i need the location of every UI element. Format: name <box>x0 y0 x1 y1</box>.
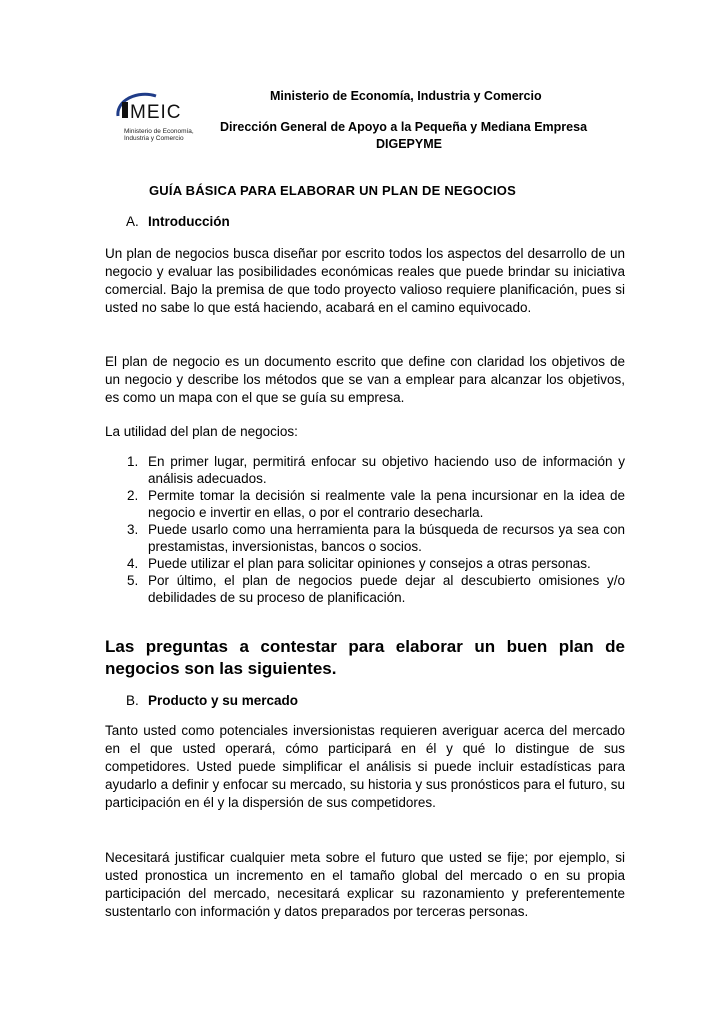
list-item <box>105 555 625 572</box>
paragraph-justification: Necesitará justificar cualquier meta sobre el futuro que usted se fije; por ejemplo, si usted pronostica un incremento en el tamaño global del mercado o en su propia participación del mercado, necesitará explicar su razonamiento y preferentemente sustentarlo con información y datos preparados por terceras personas. <box>105 850 625 919</box>
list-item <box>105 453 625 487</box>
paragraph-definition: El plan de negocio es un documento escrito que define con claridad los objetivos de un negocio y describe los métodos que se van a emplear para alcanzar los objetivos, es como un mapa con el que se guía su empresa. <box>105 354 625 405</box>
section-b-letter: B. <box>126 693 139 708</box>
list-item-text: Por último, el plan de negocios puede dejar al descubierto omisiones y/o debilidades de su proceso de planificación. <box>148 573 625 605</box>
paragraph-market: Tanto usted como potenciales inversionistas requieren averiguar acerca del mercado en el que usted operará, cómo participará en él y qué lo distingue de sus competidores. Usted puede simplificar el análisis si puede incluir estadísticas para ayudarlo a definir y enfocar su mercado, su historia y sus pronósticos para el futuro, su participación en él y la dispersión de sus competidores. <box>105 723 625 810</box>
list-item-number: 3. <box>127 522 139 537</box>
section-b-title: Producto y su mercado <box>148 693 299 708</box>
svg-text:MEIC: MEIC <box>130 102 182 123</box>
paragraph-intro: Un plan de negocios busca diseñar por escrito todos los aspectos del desarrollo de un negocio y evaluar las posibilidades económicas reales que puede brindar su iniciativa comercial. Bajo la premisa de que todo proyecto valioso requiere planificación, pues si usted no sabe lo que está haciendo, acabará en el camino equivocado. <box>105 246 625 315</box>
list-item-number: 4. <box>127 556 139 571</box>
list-item-text: En primer lugar, permitirá enfocar su objetivo haciendo uso de información y análisis adecuados. <box>148 454 625 486</box>
direction-heading: Dirección General de Apoyo a la Pequeña y Mediana Empresa <box>220 120 588 134</box>
acronym-heading: DIGEPYME <box>376 137 442 151</box>
list-item-text: Puede utilizar el plan para solicitar opiniones y consejos a otras personas. <box>148 556 591 571</box>
logo-subtitle: Ministerio de Economía, Industria y Comercio <box>124 128 194 142</box>
paragraph-utility-lead: La utilidad del plan de negocios: <box>105 424 298 439</box>
list-item <box>105 521 625 555</box>
list-item-text: Puede usarlo como una herramienta para la búsqueda de recursos ya sea con prestamistas, inversionistas, bancos o socios. <box>148 522 625 554</box>
section-a-letter: A. <box>126 214 139 229</box>
list-item-number: 2. <box>127 488 139 503</box>
section-a-heading <box>126 214 230 229</box>
list-item-number: 5. <box>127 573 139 588</box>
section-b-heading <box>126 693 298 708</box>
list-item-text: Permite tomar la decisión si realmente vale la pena incursionar en la idea de negocio e invertir en ellas, o por el contrario desecharla. <box>148 488 625 520</box>
utility-list <box>105 453 625 606</box>
questions-statement: Las preguntas a contestar para elaborar un buen plan de negocios son las siguientes. <box>105 637 625 678</box>
list-item-number: 1. <box>127 454 139 469</box>
document-title: GUÍA BÁSICA PARA ELABORAR UN PLAN DE NEGOCIOS <box>149 183 516 198</box>
meic-logo-icon <box>110 88 220 128</box>
section-a-title: Introducción <box>148 214 230 229</box>
ministry-heading: Ministerio de Economía, Industria y Comercio <box>270 89 542 103</box>
list-item <box>105 487 625 521</box>
list-item <box>105 572 625 606</box>
